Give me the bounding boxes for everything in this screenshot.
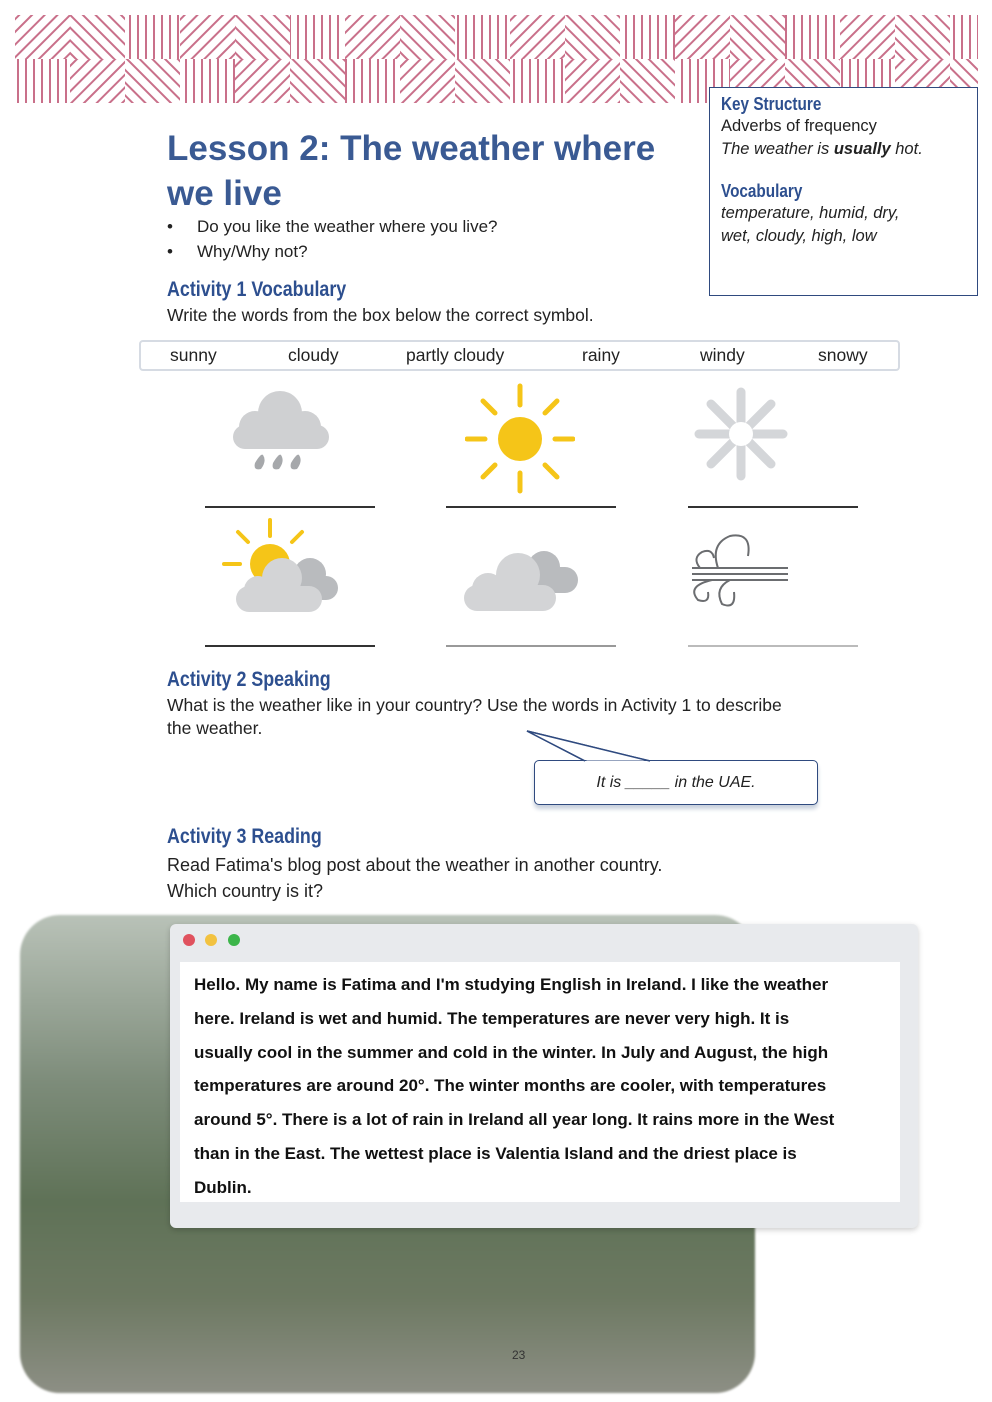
key-structure-subtitle: Adverbs of frequency [721, 117, 877, 135]
blog-line: Dublin. [194, 1177, 252, 1197]
activity3-instruction [167, 852, 662, 904]
pattern-tile [125, 59, 180, 103]
activity2-instruction [167, 694, 782, 740]
sun-icon [465, 383, 575, 495]
speech-bubble-tail-cover [525, 728, 665, 764]
blog-window [170, 924, 918, 1228]
wind-icon [690, 528, 794, 612]
example-adverb: usually [833, 140, 891, 158]
question: • Why/Why not? [167, 239, 498, 264]
word: windy [700, 345, 745, 365]
title-line: we live [167, 174, 282, 213]
pattern-tile [840, 15, 895, 59]
pattern-tile [785, 15, 840, 59]
pattern-tile [180, 59, 235, 103]
close-dot-icon [183, 934, 195, 946]
pattern-tile [620, 15, 675, 59]
pattern-tile [510, 15, 565, 59]
pattern-tile [70, 59, 125, 103]
key-structure-example [721, 138, 966, 161]
lesson-title [167, 126, 687, 216]
page-number: 23 [512, 1348, 526, 1362]
vocabulary-heading: Vocabulary [721, 181, 803, 201]
pattern-tile [235, 59, 290, 103]
pattern-tile [730, 15, 785, 59]
activity1-heading: Activity 1 Vocabulary [167, 278, 347, 301]
pattern-tile [400, 15, 455, 59]
question: • Do you like the weather where you live? [167, 214, 498, 239]
snowflake-icon [693, 386, 789, 482]
title-line: Lesson 2: The weather where [167, 129, 656, 168]
pattern-tile [950, 15, 978, 59]
blog-line: than in the East. The wettest place is Valentia Island and the driest place is [194, 1143, 797, 1163]
blog-line: around 5°. There is a lot of rain in Ireland all year long. It rains more in the West [194, 1110, 835, 1130]
pattern-tile [895, 15, 950, 59]
example-text: The weather is [721, 140, 834, 158]
word: rainy [582, 345, 620, 365]
word: sunny [170, 345, 217, 365]
pattern-tile [125, 15, 180, 59]
word: snowy [818, 345, 868, 365]
instruction-line: Read Fatima's blog post about the weather in another country. [167, 855, 663, 875]
minimize-dot-icon [205, 934, 217, 946]
discussion-questions [167, 214, 498, 264]
vocabulary-line: temperature, humid, dry, [721, 204, 900, 222]
pattern-tile [565, 59, 620, 103]
bubble-text: in the UAE. [674, 773, 756, 791]
pattern-tile [400, 59, 455, 103]
blog-line: Hello. My name is Fatima and I'm studying English in Ireland. I like the weather [194, 975, 829, 994]
pattern-tile [235, 15, 290, 59]
activity3-heading: Activity 3 Reading [167, 825, 322, 848]
answer-line[interactable] [446, 506, 616, 508]
partly-cloudy-icon [222, 516, 342, 616]
word-box [139, 340, 900, 371]
instruction-line: What is the weather like in your country? Use the words in Activity 1 to describe [167, 695, 782, 715]
vocabulary-line: wet, cloudy, high, low [721, 227, 877, 245]
blog-post [180, 962, 900, 1202]
word: partly cloudy [406, 345, 505, 365]
bubble-blank[interactable]: _____ [625, 773, 671, 791]
speech-bubble [534, 760, 818, 805]
key-structure-heading: Key Structure [721, 94, 822, 114]
pattern-tile [455, 15, 510, 59]
blog-line: usually cool in the summer and cold in the winter. In July and August, the high [194, 1042, 829, 1062]
pattern-tile [620, 59, 675, 103]
blog-line: temperatures are around 20°. The winter months are cooler, with temperatures [194, 1076, 827, 1096]
answer-line[interactable] [205, 506, 375, 508]
answer-line[interactable] [688, 645, 858, 647]
pattern-tile [345, 15, 400, 59]
cloud-icon [462, 545, 582, 611]
pattern-tile [455, 59, 510, 103]
pattern-tile [345, 59, 400, 103]
pattern-tile [290, 59, 345, 103]
activity1-instruction: Write the words from the box below the correct symbol. [167, 305, 594, 325]
pattern-tile [15, 15, 70, 59]
rain-cloud-icon [225, 385, 335, 485]
pattern-tile [180, 15, 235, 59]
answer-line[interactable] [205, 645, 375, 647]
key-structure-box [709, 87, 978, 296]
pattern-tile [290, 15, 345, 59]
pattern-tile [565, 15, 620, 59]
activity2-heading: Activity 2 Speaking [167, 668, 331, 691]
maximize-dot-icon [228, 934, 240, 946]
word: cloudy [288, 345, 339, 365]
instruction-line: the weather. [167, 718, 263, 738]
pattern-tile [675, 15, 730, 59]
bubble-text: It is [596, 773, 622, 791]
pattern-tile [510, 59, 565, 103]
pattern-tile [15, 59, 70, 103]
pattern-tile [70, 15, 125, 59]
answer-line[interactable] [446, 645, 616, 647]
blog-line: here. Ireland is wet and humid. The temperatures are never very high. It is [194, 1008, 790, 1028]
example-text-end: hot. [890, 140, 923, 158]
instruction-line: Which country is it? [167, 881, 324, 901]
answer-line[interactable] [688, 506, 858, 508]
